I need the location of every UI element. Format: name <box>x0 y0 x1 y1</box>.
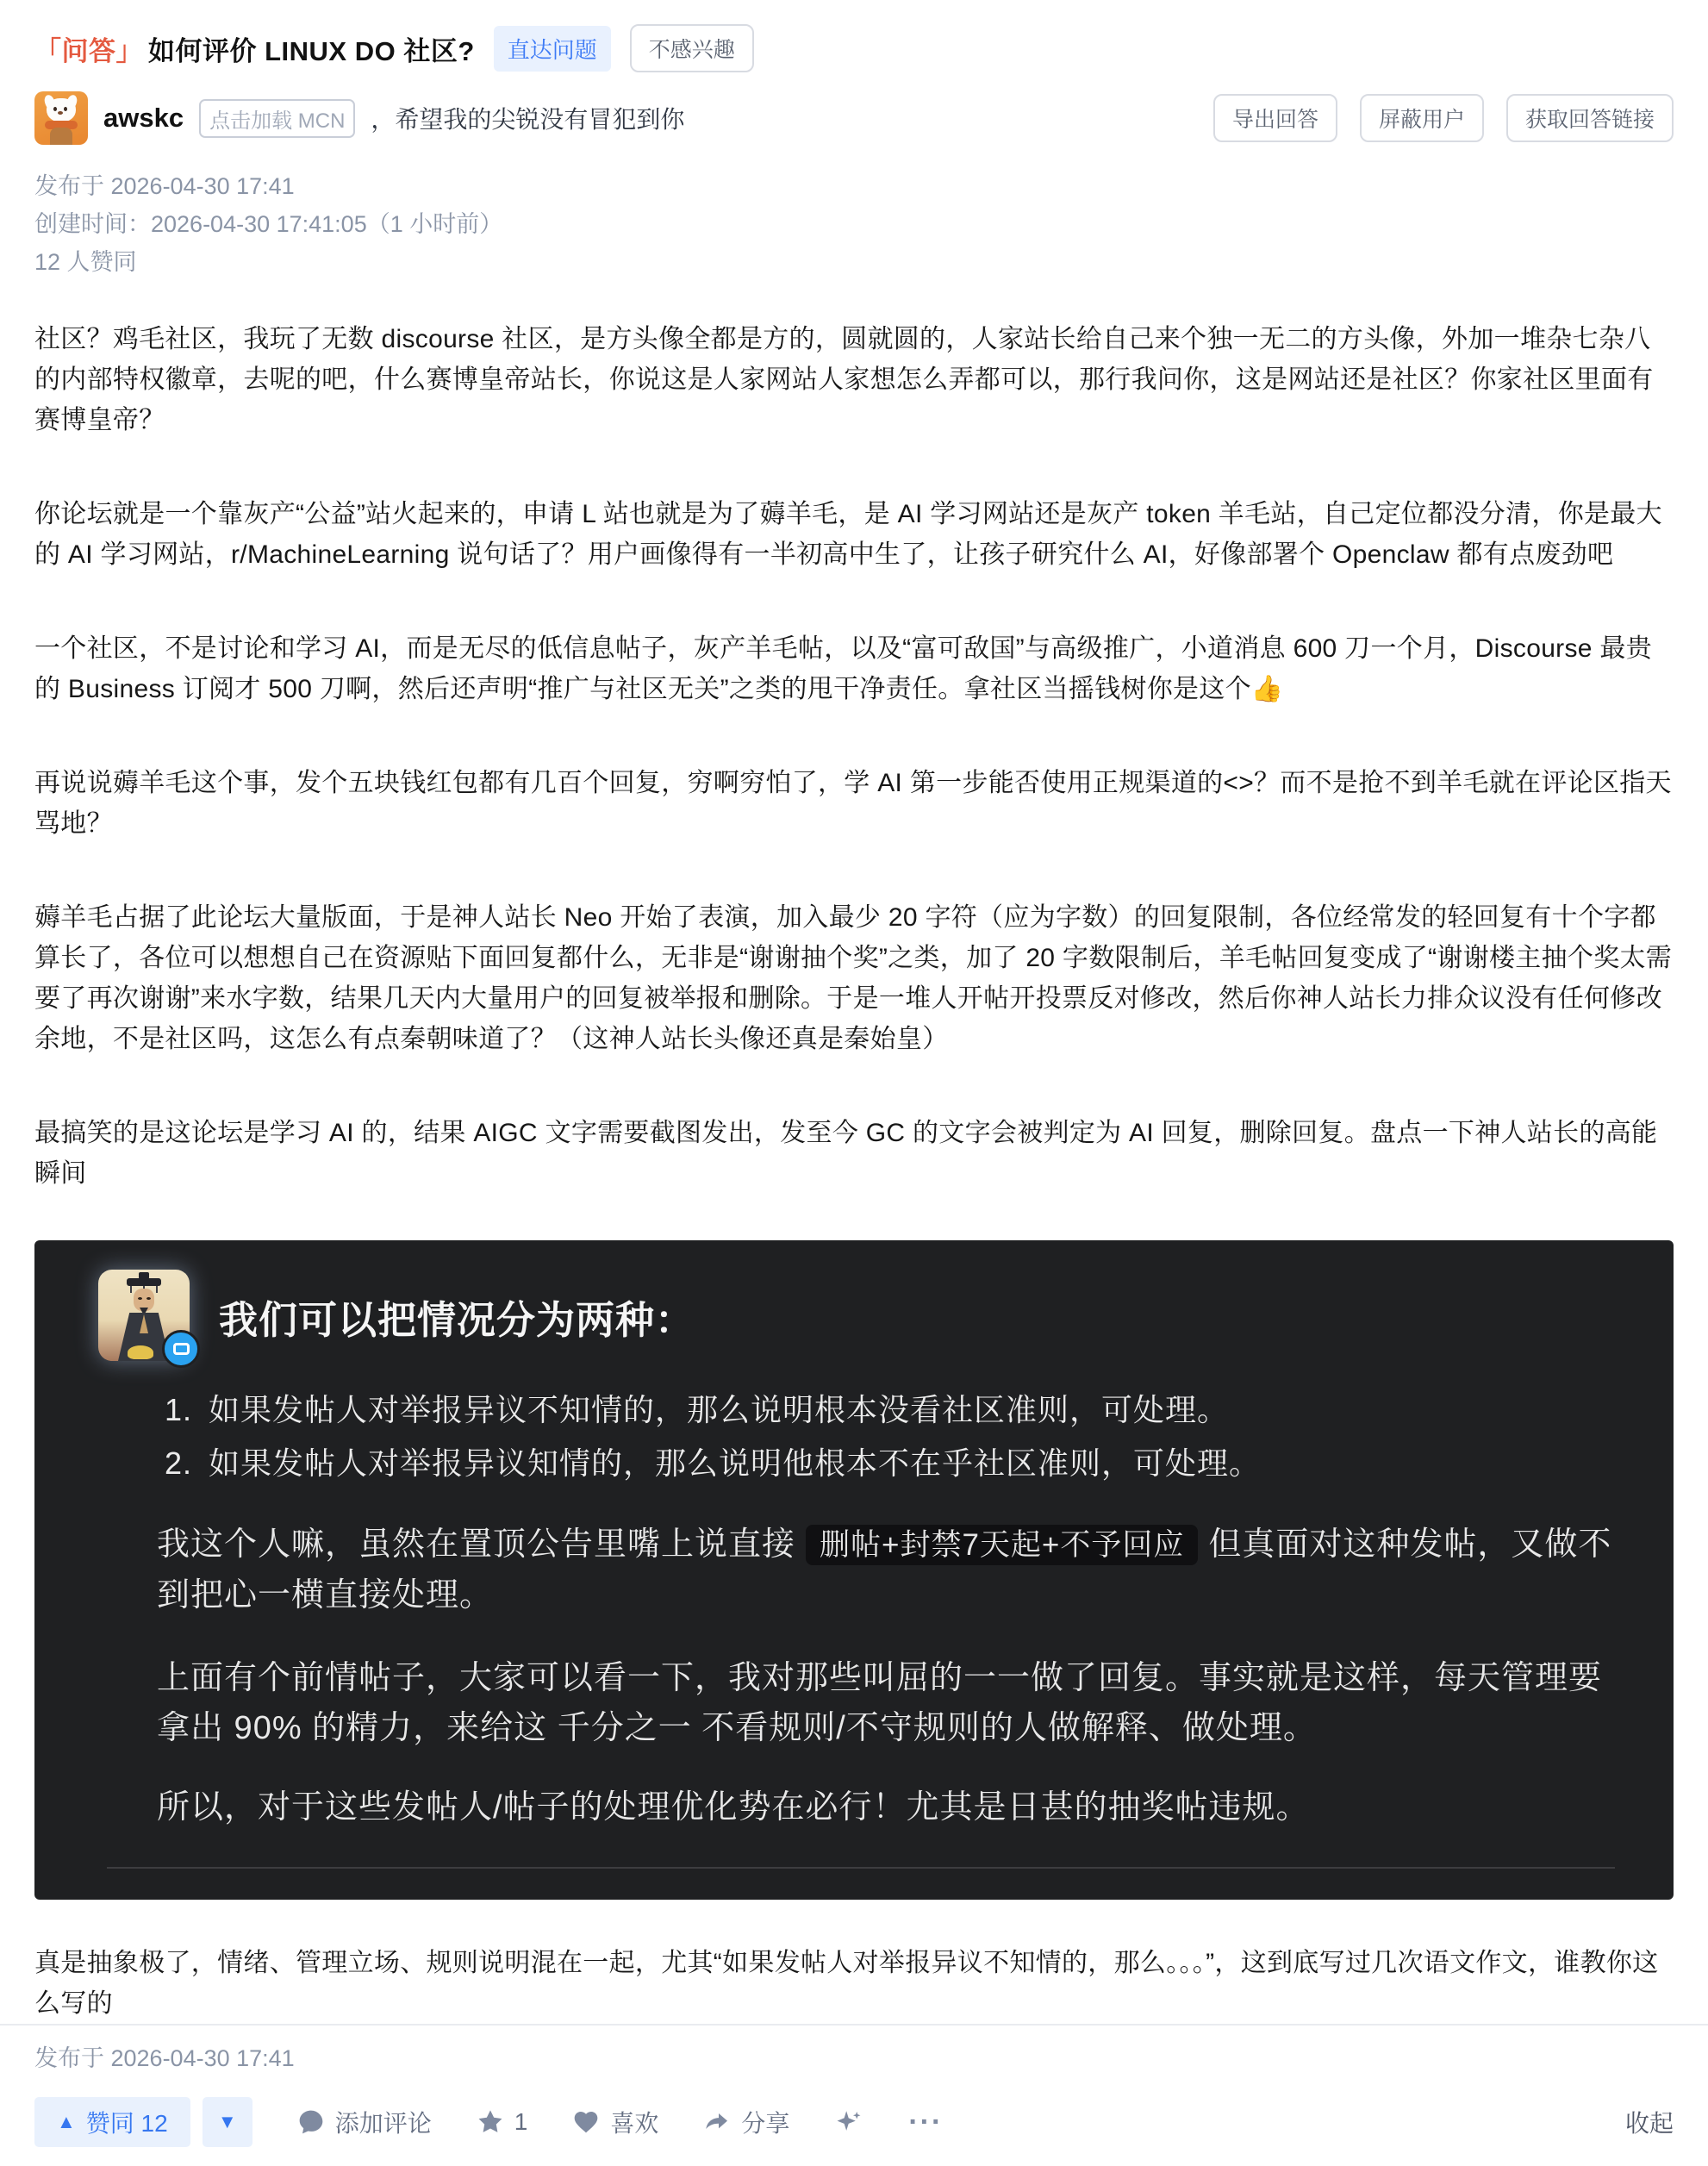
answer-meta <box>34 167 1674 281</box>
upvote-button[interactable] <box>34 2097 190 2147</box>
avatar-dog-eye <box>53 107 57 111</box>
admin-emperor-avatar <box>98 1270 190 1361</box>
case-item: 1. 如果发帖人对举报异议不知情的，那么说明根本没看社区准则，可处理。 <box>202 1387 1624 1433</box>
page-title <box>34 29 475 68</box>
star-icon <box>477 2108 504 2136</box>
embedded-screenshot[interactable] <box>34 1240 1674 1900</box>
screenshot-paragraph: 上面有个前情帖子，大家可以看一下，我对那些叫屈的一一做了回复。事实就是这样，每天管理要拿出 90% 的精力，来给这 千分之一 不看规则/不守规则的人做解释、做处理。 <box>157 1660 1603 1746</box>
crown-bead <box>130 1286 132 1293</box>
get-answer-link-button[interactable]: 获取回答链接 <box>1506 94 1674 142</box>
share-button[interactable] <box>703 2105 789 2139</box>
upvote-label: 赞同 12 <box>85 2110 168 2137</box>
author-name[interactable]: awskc <box>103 103 184 133</box>
punishment-inline-tag: 删帖+封禁7天起+不予回应 <box>806 1525 1198 1565</box>
question-tag: 「问答」 <box>34 35 143 66</box>
case-item: 2. 如果发帖人对举报异议知情的，那么说明他根本不在乎社区准则，可处理。 <box>202 1440 1624 1487</box>
star-button[interactable] <box>477 2108 528 2136</box>
avatar-dog-head <box>47 98 76 122</box>
add-comment-button[interactable] <box>297 2105 432 2139</box>
down-triangle-icon: ▼ <box>217 2111 237 2132</box>
frame-icon <box>173 1343 190 1355</box>
up-triangle-icon: ▲ <box>57 2111 76 2132</box>
paragraph-text: 我这个人嘛，虽然在置顶公告里嘴上说直接 <box>157 1526 796 1563</box>
crown-bead <box>156 1286 158 1293</box>
created-time: 创建时间：2026-04-30 17:41:05（1 小时前） <box>34 211 503 237</box>
author-bio: ，希望我的尖锐没有冒犯到你 <box>371 106 685 133</box>
answer-paragraph: 薅羊毛占据了此论坛大量版面，于是神人站长 Neo 开始了表演，加入最少 20 字符（应为字数）的回复限制，各位经常发的轻回复有十个字都算长了，各位可以想想自己在资源贴下面回复都什么，无非是“谢谢抽个奖”之类，加了 20 字数限制后，羊毛帖回复变成了“谢谢楼主抽个奖太需要了再次谢谢”来水字数，结果几天内大量用户的回复被举报和删除。于是一堆人开帖开投票反对修改，然后你神人站长力排众议没有任何修改余地，不是社区吗，这怎么有点秦朝味道了？（这神人站长头像还真是秦始皇） <box>34 903 1673 1053</box>
avatar-dog-eye <box>64 107 67 111</box>
title-row <box>34 24 1674 72</box>
answer-paragraph: 一个社区，不是讨论和学习 AI，而是无尽的低信息帖子，灰产羊毛帖，以及“富可敌国”与高级推广，小道消息 600 刀一个月，Discourse 最贵的 Business 订阅才 500 刀啊，然后还声明“推广与社区无关”之类的甩干净责任。拿社区当摇钱树你是这个👍 <box>34 634 1652 703</box>
more-actions-button[interactable]: ··· <box>908 2105 944 2138</box>
answer-paragraph: 社区？鸡毛社区，我玩了无数 discourse 社区，是方头像全都是方的，圆就圆的，人家站长给自己来个独一无二的方头像，外加一堆杂七杂八的内部特权徽章，去呢的吧，什么赛博皇帝站长，你说这是人家网站人家想怎么弄都可以，那行我问你，这是网站还是社区？你家社区里面有赛博皇帝？ <box>34 325 1654 434</box>
answer-paragraph: 你论坛就是一个靠灰产“公益”站火起来的，申请 L 站也就是为了薅羊毛，是 AI 学习网站还是灰产 token 羊毛站，自己定位都没分清，你是最大的 AI 学习网站，r/MachineLearning 说句话了？用户画像得有一半初高中生了，让孩子研究什么 AI，好像部署个 Openclaw 都有点废劲吧 <box>34 500 1662 569</box>
answer-paragraph: 最搞笑的是这论坛是学习 AI 的，结果 AIGC 文字需要截图发出，发至今 GC 的文字会被判定为 AI 回复，删除回复。盘点一下神人站长的高能瞬间 <box>34 1119 1658 1188</box>
goto-question-link[interactable]: 直达问题 <box>494 26 611 72</box>
comment-icon <box>297 2108 325 2136</box>
emperor-eye <box>138 1297 142 1300</box>
paragraph-text: 但真面对这种发帖，又做不到把心一横直接处理。 <box>157 1526 1612 1614</box>
question-title[interactable]: 如何评价 LINUX DO 社区? <box>148 35 475 66</box>
answer-footer <box>0 2024 1708 2166</box>
emperor-eye <box>146 1297 151 1300</box>
share-icon <box>703 2108 731 2136</box>
screenshot-paragraph: 所以，对于这些发帖人/帖子的处理优化势在必行！尤其是日甚的抽奖帖违规。 <box>157 1789 1310 1826</box>
upvote-count-line: 12 人赞同 <box>34 249 137 275</box>
avatar-dog-nose <box>58 111 63 115</box>
like-button[interactable] <box>572 2105 658 2139</box>
not-interested-button[interactable]: 不感兴趣 <box>630 24 754 72</box>
share-label: 分享 <box>741 2110 790 2137</box>
star-count: 1 <box>514 2108 528 2135</box>
author-row <box>34 91 1674 145</box>
sparkle-icon <box>834 2107 863 2137</box>
ai-sparkle-button[interactable] <box>834 2107 863 2137</box>
answer-body <box>34 319 1674 1194</box>
answer-paragraph: 真是抽象极了，情绪、管理立场、规则说明混在一起，尤其“如果发帖人对举报异议不知情的，那么。。。”，这到底写过几次语文作文，谁教你这么写的 <box>34 1949 1659 2018</box>
screenshot-divider <box>107 1867 1615 1869</box>
mcn-load-badge[interactable]: 点击加载 MCN <box>199 99 355 138</box>
action-bar <box>34 2097 1674 2147</box>
author-action-buttons <box>1213 94 1674 142</box>
screenshot-header <box>98 1270 1624 1361</box>
heart-icon <box>572 2108 600 2136</box>
closing-section <box>34 1943 1674 2024</box>
collapse-button[interactable]: 收起 <box>1625 2105 1674 2139</box>
comment-label: 添加评论 <box>334 2110 432 2137</box>
export-answer-button[interactable]: 导出回答 <box>1213 94 1337 142</box>
screenshot-badge-icon <box>162 1330 200 1368</box>
published-time-footer: 发布于 2026-04-30 17:41 <box>34 2045 295 2071</box>
screenshot-case-list <box>202 1387 1624 1487</box>
downvote-button[interactable] <box>203 2097 252 2147</box>
published-time: 发布于 2026-04-30 17:41 <box>34 173 295 199</box>
avatar-dog-body <box>50 128 72 145</box>
emperor-fan <box>128 1345 153 1359</box>
screenshot-paragraph <box>157 1520 1624 1620</box>
block-user-button[interactable]: 屏蔽用户 <box>1360 94 1484 142</box>
emperor-crown <box>127 1278 161 1286</box>
like-label: 喜欢 <box>610 2110 659 2137</box>
author-avatar[interactable] <box>34 91 88 145</box>
answer-paragraph: 再说说薅羊毛这个事，发个五块钱红包都有几百个回复，穷啊穷怕了，学 AI 第一步能否使用正规渠道的<>？而不是抢不到羊毛就在评论区指天骂地？ <box>34 769 1672 838</box>
screenshot-heading: 我们可以把情况分为两种： <box>219 1298 695 1342</box>
